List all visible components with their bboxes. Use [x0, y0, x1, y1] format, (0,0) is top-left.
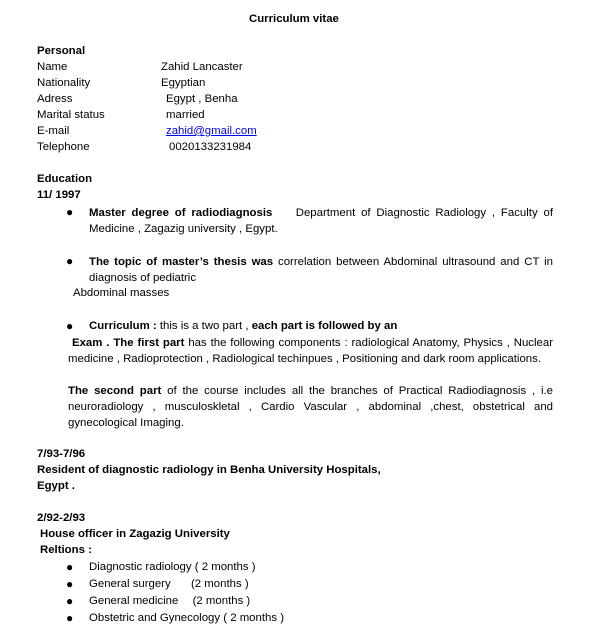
first-part-text: has the following components : radiological Anatomy, Physics , Nuclear medicine , Radioprotection , Radiological techinpues , Positioning and dark room applications. — [68, 337, 553, 365]
rotation-name: General medicine — [89, 595, 179, 607]
thesis-text: correlation between Abdominal ultrasound and CT in diagnosis of pediatric — [89, 256, 553, 284]
bullet-icon: ● — [66, 560, 74, 574]
bullet-icon: ● — [66, 577, 74, 591]
document-title: Curriculum vitae — [249, 13, 339, 25]
name-label: Name — [37, 61, 68, 73]
second-part-text: of the course includes all the branches of Practical Radiodiagnosis , i.e neuroradiology , musculoskletal , Cardio Vascular , abdominal ,chest, obstetrical and gynecological Imaging. — [68, 385, 554, 429]
curriculum-title: Curriculum : — [89, 320, 157, 332]
curriculum-text: this is a two part , — [159, 320, 249, 332]
thesis-item — [89, 254, 553, 286]
nationality-value: Egyptian — [161, 77, 206, 89]
rotation-duration: (2 months ) — [192, 595, 251, 607]
first-part-title: Exam . The first part — [72, 337, 185, 349]
email-link[interactable]: zahid@gmail.com — [166, 125, 257, 137]
telephone-value: 0020133231984 — [169, 141, 252, 153]
rotation-item — [89, 560, 256, 575]
nationality-label: Nationality — [37, 77, 91, 89]
bullet-icon: ● — [66, 594, 74, 608]
marital-label: Marital status — [37, 109, 105, 121]
education-date: 11/ 1997 — [37, 189, 81, 201]
bullet-icon: ● — [66, 254, 74, 268]
address-label: Adress — [37, 93, 73, 105]
email-label: E-mail — [37, 125, 70, 137]
rotation-item — [89, 594, 250, 609]
rotation-item — [89, 611, 284, 626]
rotation-name: General surgery — [89, 578, 171, 590]
rotation-item — [89, 577, 249, 592]
address-value: Egypt , Benha — [166, 93, 238, 105]
rotation-name: Obstetric and Gynecology — [89, 612, 221, 624]
name-value: Zahid Lancaster — [161, 61, 243, 73]
house-officer-title: House officer in Zagazig University — [40, 528, 230, 540]
bullet-icon: ● — [66, 319, 74, 333]
curriculum-bold-text: each part is followed by an — [251, 320, 398, 332]
second-part-paragraph — [68, 383, 553, 431]
education-heading: Education — [37, 173, 93, 185]
residency-location: Egypt . — [37, 480, 75, 492]
bullet-icon: ● — [66, 611, 74, 625]
rotation-duration: ( 2 months ) — [194, 561, 256, 573]
master-degree-text: Department of Diagnostic Radiology , Faculty of Medicine , Zagazig university , Egypt. — [89, 207, 553, 235]
house-officer-date: 2/92-2/93 — [37, 512, 86, 524]
personal-heading: Personal — [37, 45, 86, 57]
telephone-label: Telephone — [37, 141, 90, 153]
curriculum-item — [89, 319, 397, 334]
residency-title: Resident of diagnostic radiology in Benha University Hospitals, — [37, 464, 381, 476]
rotation-duration: (2 months ) — [191, 578, 249, 590]
second-part-title: The second part — [68, 385, 162, 397]
thesis-title: The topic of master’s thesis was — [89, 256, 274, 268]
bullet-icon: ● — [66, 205, 74, 219]
thesis-continuation: Abdominal masses — [73, 287, 170, 299]
master-degree-title: Master degree of radiodiagnosis — [89, 207, 273, 219]
rotations-label: Reltions : — [40, 544, 92, 556]
marital-value: married — [166, 109, 205, 121]
residency-date: 7/93-7/96 — [37, 448, 86, 460]
master-degree-item — [89, 205, 553, 237]
rotation-name: Diagnostic radiology — [89, 561, 192, 573]
first-part-paragraph — [68, 335, 553, 367]
rotation-duration: ( 2 months ) — [223, 612, 285, 624]
